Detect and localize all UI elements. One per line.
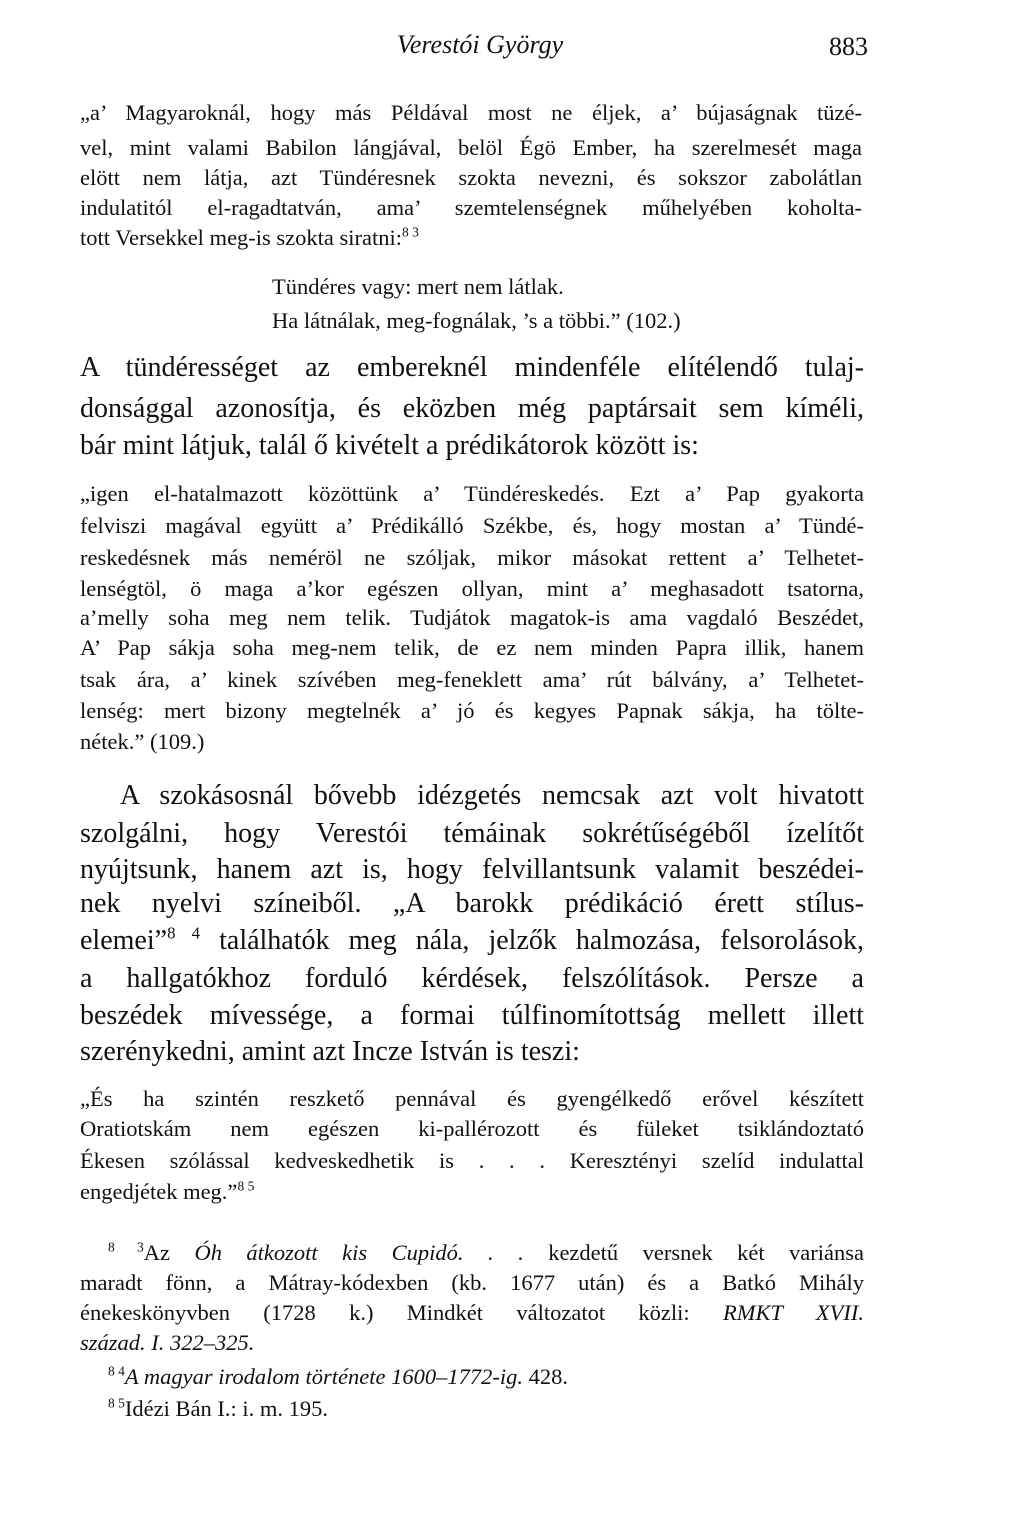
quote3-line: Oratiotskám nem egészen ki-pallérozott és füleket tsiklándoztató [80,1116,864,1141]
body-line: szerénykedni, amint azt Incze István is teszi: [80,1036,580,1067]
footnote-ref-83: 8 3 [402,224,419,240]
verse-line: Tündéres vagy: mert nem látlak. [272,274,564,299]
quote3-line: Ékesen szólással kedveskedhetik is . . . Keresztényi szelíd indulattal [80,1148,864,1173]
footnote-85-text: Idézi Bán I.: i. m. 195. [124,1396,328,1421]
quote2-line: reskedésnek más neméröl ne szóljak, mikor másokat rettent a’ Telhetet- [80,545,864,570]
body-line: bár mint látjuk, talál ő kivételt a prédikátorok között is: [80,430,699,461]
footnote-84-rest: 428. [522,1364,568,1389]
quote2-line: a’melly soha meg nem telik. Tudjátok magatok-is ama vagdaló Beszédet, [80,605,864,630]
quote2-line: nétek.” (109.) [80,729,205,754]
quote1-line: elött nem látja, azt Tündéresnek szokta nevezni, és sokszor zabolátlan [80,165,862,190]
footnote-83-title: Óh átkozott kis Cupidó. . . [194,1240,524,1265]
quote1-line: „a’ Magyaroknál, hogy más Példával most ne éljek, a’ bújaságnak tüzé- [80,100,862,125]
quote3-last-line [80,1179,254,1205]
footnote-84 [108,1364,568,1390]
quote2-line: „igen el-hatalmazott közöttünk a’ Tündéreskedés. Ezt a’ Pap gyakorta [80,481,864,506]
footnote-84-title: A magyar irodalom története 1600–1772-ig. [124,1364,523,1389]
footnote-83-line3 [80,1300,864,1326]
footnote-83-rest: kezdetű versnek két variánsa [523,1240,865,1265]
quote1-line: vel, mint valami Babilon lángjával, belöl Égö Ember, ha szerelmesét maga [80,135,862,160]
quote1-last-line [80,225,419,251]
body-line: A tündérességet az embereknél mindenféle elítélendő tulaj- [80,352,864,383]
quote2-line: A’ Pap sákja soha meg-nem telik, de ez nem minden Papra illik, hanem [80,635,864,660]
quote2-line: lenség: mert bizony megtelnék a’ jó és kegyes Papnak sákja, ha tölte- [80,698,864,723]
page-number: 883 [829,32,868,61]
verse-line: Ha látnálak, meg-fognálak, ’s a többi.” (102.) [272,308,681,333]
footnote-84-marker: 8 4 [108,1363,125,1379]
body-line: a hallgatókhoz forduló kérdések, felszólítások. Persze a [80,963,864,994]
footnote-83-line4: század. I. 322–325. [80,1330,255,1355]
quote2-line: felviszi magával együtt a’ Prédikálló Székbe, és, hogy mostan a’ Tündé- [80,513,864,538]
quote2-line: tsak ára, a’ kinek szívében meg-feneklett ama’ rút bálvány, a’ Telhetet- [80,667,864,692]
body-line: beszédek mívessége, a formai túlfinomítottság mellett illett [80,1000,864,1031]
footnote-83-line2: maradt fönn, a Mátray-kódexben (kb. 1677 után) és a Batkó Mihály [80,1270,864,1295]
body-line: donsággal azonosítja, és eközben még paptársait sem kíméli, [80,393,864,424]
quote2-line: lenségtöl, ö maga a’kor egészen ollyan, mint a’ meghasadott tsatorna, [80,576,864,601]
quote3-last-text: engedjétek meg.” [80,1179,238,1204]
body-line: szolgálni, hogy Verestói témáinak sokrétűségéből ízelítőt [80,818,864,849]
footnote-83-line1 [108,1240,864,1266]
footnote-ref-84: 8 4 [167,923,201,943]
body-line [80,925,864,957]
body-line: nyújtsunk, hanem azt is, hogy felvillantsunk valamit beszédei- [80,854,864,885]
footnote-83-line3-italic: RMKT XVII. [722,1300,864,1325]
footnote-85 [108,1396,328,1422]
footnote-83-marker: 8 3 [108,1239,144,1255]
running-head-author: Verestói György [396,30,564,59]
body-line: nek nyelvi színeiből. „A barokk prédikáció érett stílus- [80,888,864,919]
quote3-line: „És ha szintén reszkető pennával és gyengélkedő erővel készített [80,1086,864,1111]
body2-line5-start: elemei” [80,925,168,956]
quote1-last-text: tott Versekkel meg-is szokta siratni: [80,225,403,250]
footnote-ref-85: 8 5 [237,1178,255,1194]
footnote-83-prefix: Az [143,1240,195,1265]
body-line: A szokásosnál bővebb idézgetés nemcsak azt volt hivatott [120,780,864,811]
body2-line5-rest: találhatók meg nála, jelzők halmozása, felsorolások, [200,925,864,956]
footnote-85-marker: 8 5 [108,1395,125,1411]
quote1-line: indulatitól el-ragadtatván, ama’ szemtelenségnek műhelyében koholta- [80,195,862,220]
footnote-83-line3-text: énekeskönyvben (1728 k.) Mindkét változatot közli: [80,1300,723,1325]
